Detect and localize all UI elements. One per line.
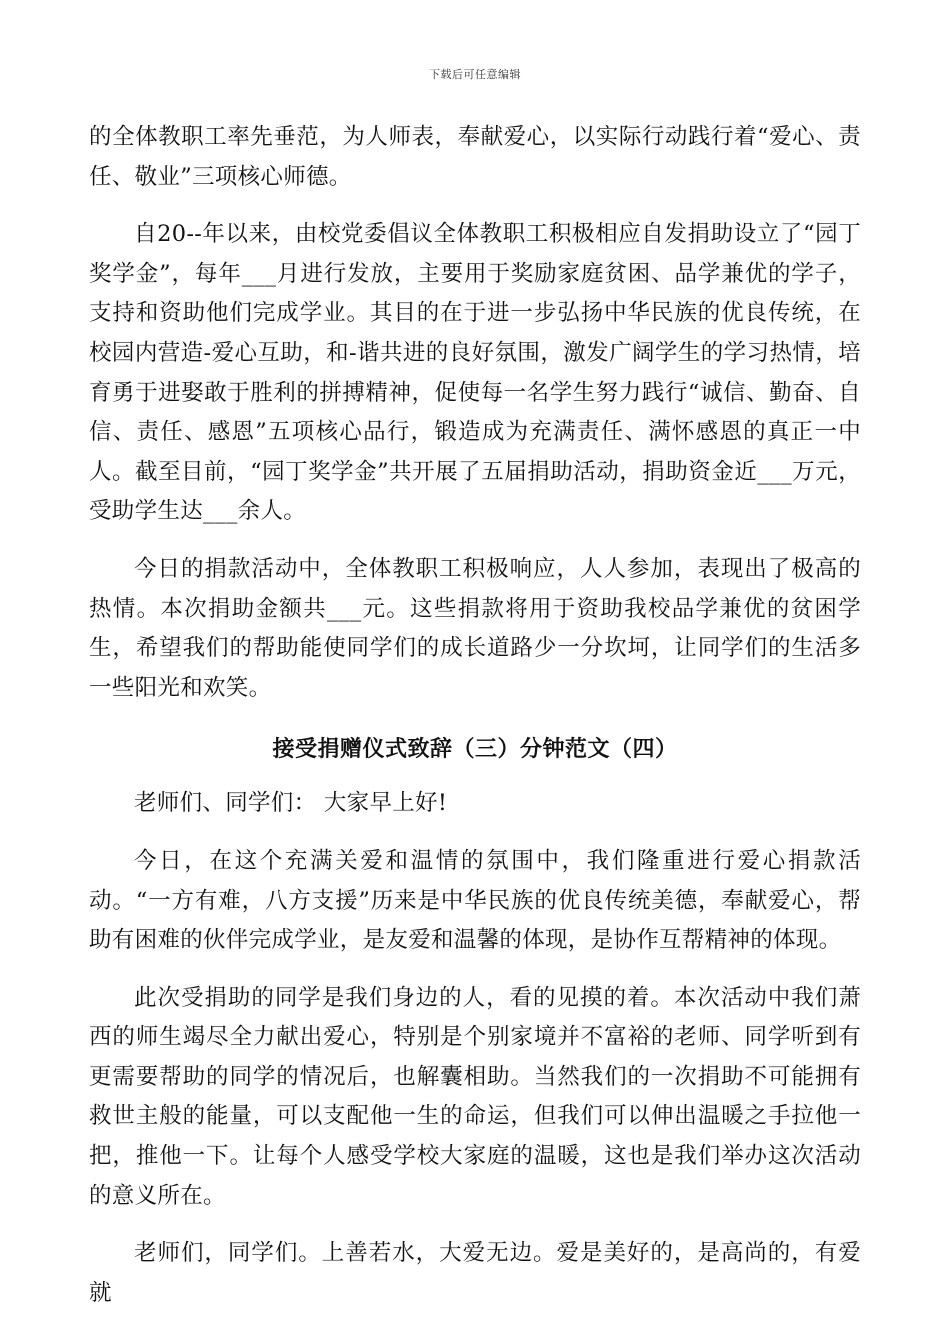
speech-greeting: 老师们、同学们： 大家早上好! bbox=[134, 790, 448, 817]
paragraph-continuation: 的全体教职工率先垂范，为人师表，奉献爱心，以实际行动践行着“爱心、责任、敬业”三项核心师德。 bbox=[89, 124, 861, 190]
speech-paragraph-3: 老师们，同学们。上善若水，大爱无边。爱是美好的，是高尚的，有爱就 bbox=[89, 1240, 861, 1306]
speech-paragraph-1: 今日，在这个充满关爱和温情的氛围中，我们隆重进行爱心捐款活动。“一方有难，八方支援”历来是中华民族的优良传统美德，奉献爱心，帮助有困难的伙伴完成学业，是友爱和温馨的体现，是协作互帮精神的体现。 bbox=[89, 847, 861, 954]
paragraph-scholarship: 自20--年以来，由校党委倡议全体教职工积极相应自发捐助设立了“园丁奖学金”，每年___月进行发放，主要用于奖励家庭贫困、品学兼优的学子，支持和资助他们完成学业。其目的在于进一步弘扬中华民族的优良传统，在校园内营造-爱心互助，和-谐共进的良好氛围，激发广阔学生的学习热情，培育勇于进娶敢于胜利的拼搏精神，促使每一名学生努力践行“诚信、勤奋、自信、责任、感恩”五项核心品行，锻造成为充满责任、满怀感恩的真正一中人。截至目前，“园丁奖学金”共开展了五届捐助活动，捐助资金近___万元，受助学生达___余人。 bbox=[89, 221, 861, 525]
speech-paragraph-2: 此次受捐助的同学是我们身边的人，看的见摸的着。本次活动中我们萧西的师生竭尽全力献出爱心，特别是个别家境并不富裕的老师、同学听到有更需要帮助的同学的情况后，也解囊相助。当然我们的一次捐助不可能拥有救世主般的能量，可以支配他一生的命运，但我们可以伸出温暖之手拉他一把，推他一下。让每个人感受学校大家庭的温暖，这也是我们举办这次活动的意义所在。 bbox=[89, 984, 861, 1209]
document-body bbox=[89, 118, 861, 1313]
section-title: 接受捐赠仪式致辞（三）分钟范文（四） bbox=[272, 737, 678, 763]
paragraph-donation-today: 今日的捐款活动中，全体教职工积极响应，人人参加，表现出了极高的热情。本次捐助金额共___元。这些捐款将用于资助我校品学兼优的贫困学生，希望我们的帮助能使同学们的成长道路少一分坎坷，让同学们的生活多一些阳光和欢笑。 bbox=[89, 555, 861, 701]
page-header-note: 下载后可任意编辑 bbox=[429, 68, 521, 81]
